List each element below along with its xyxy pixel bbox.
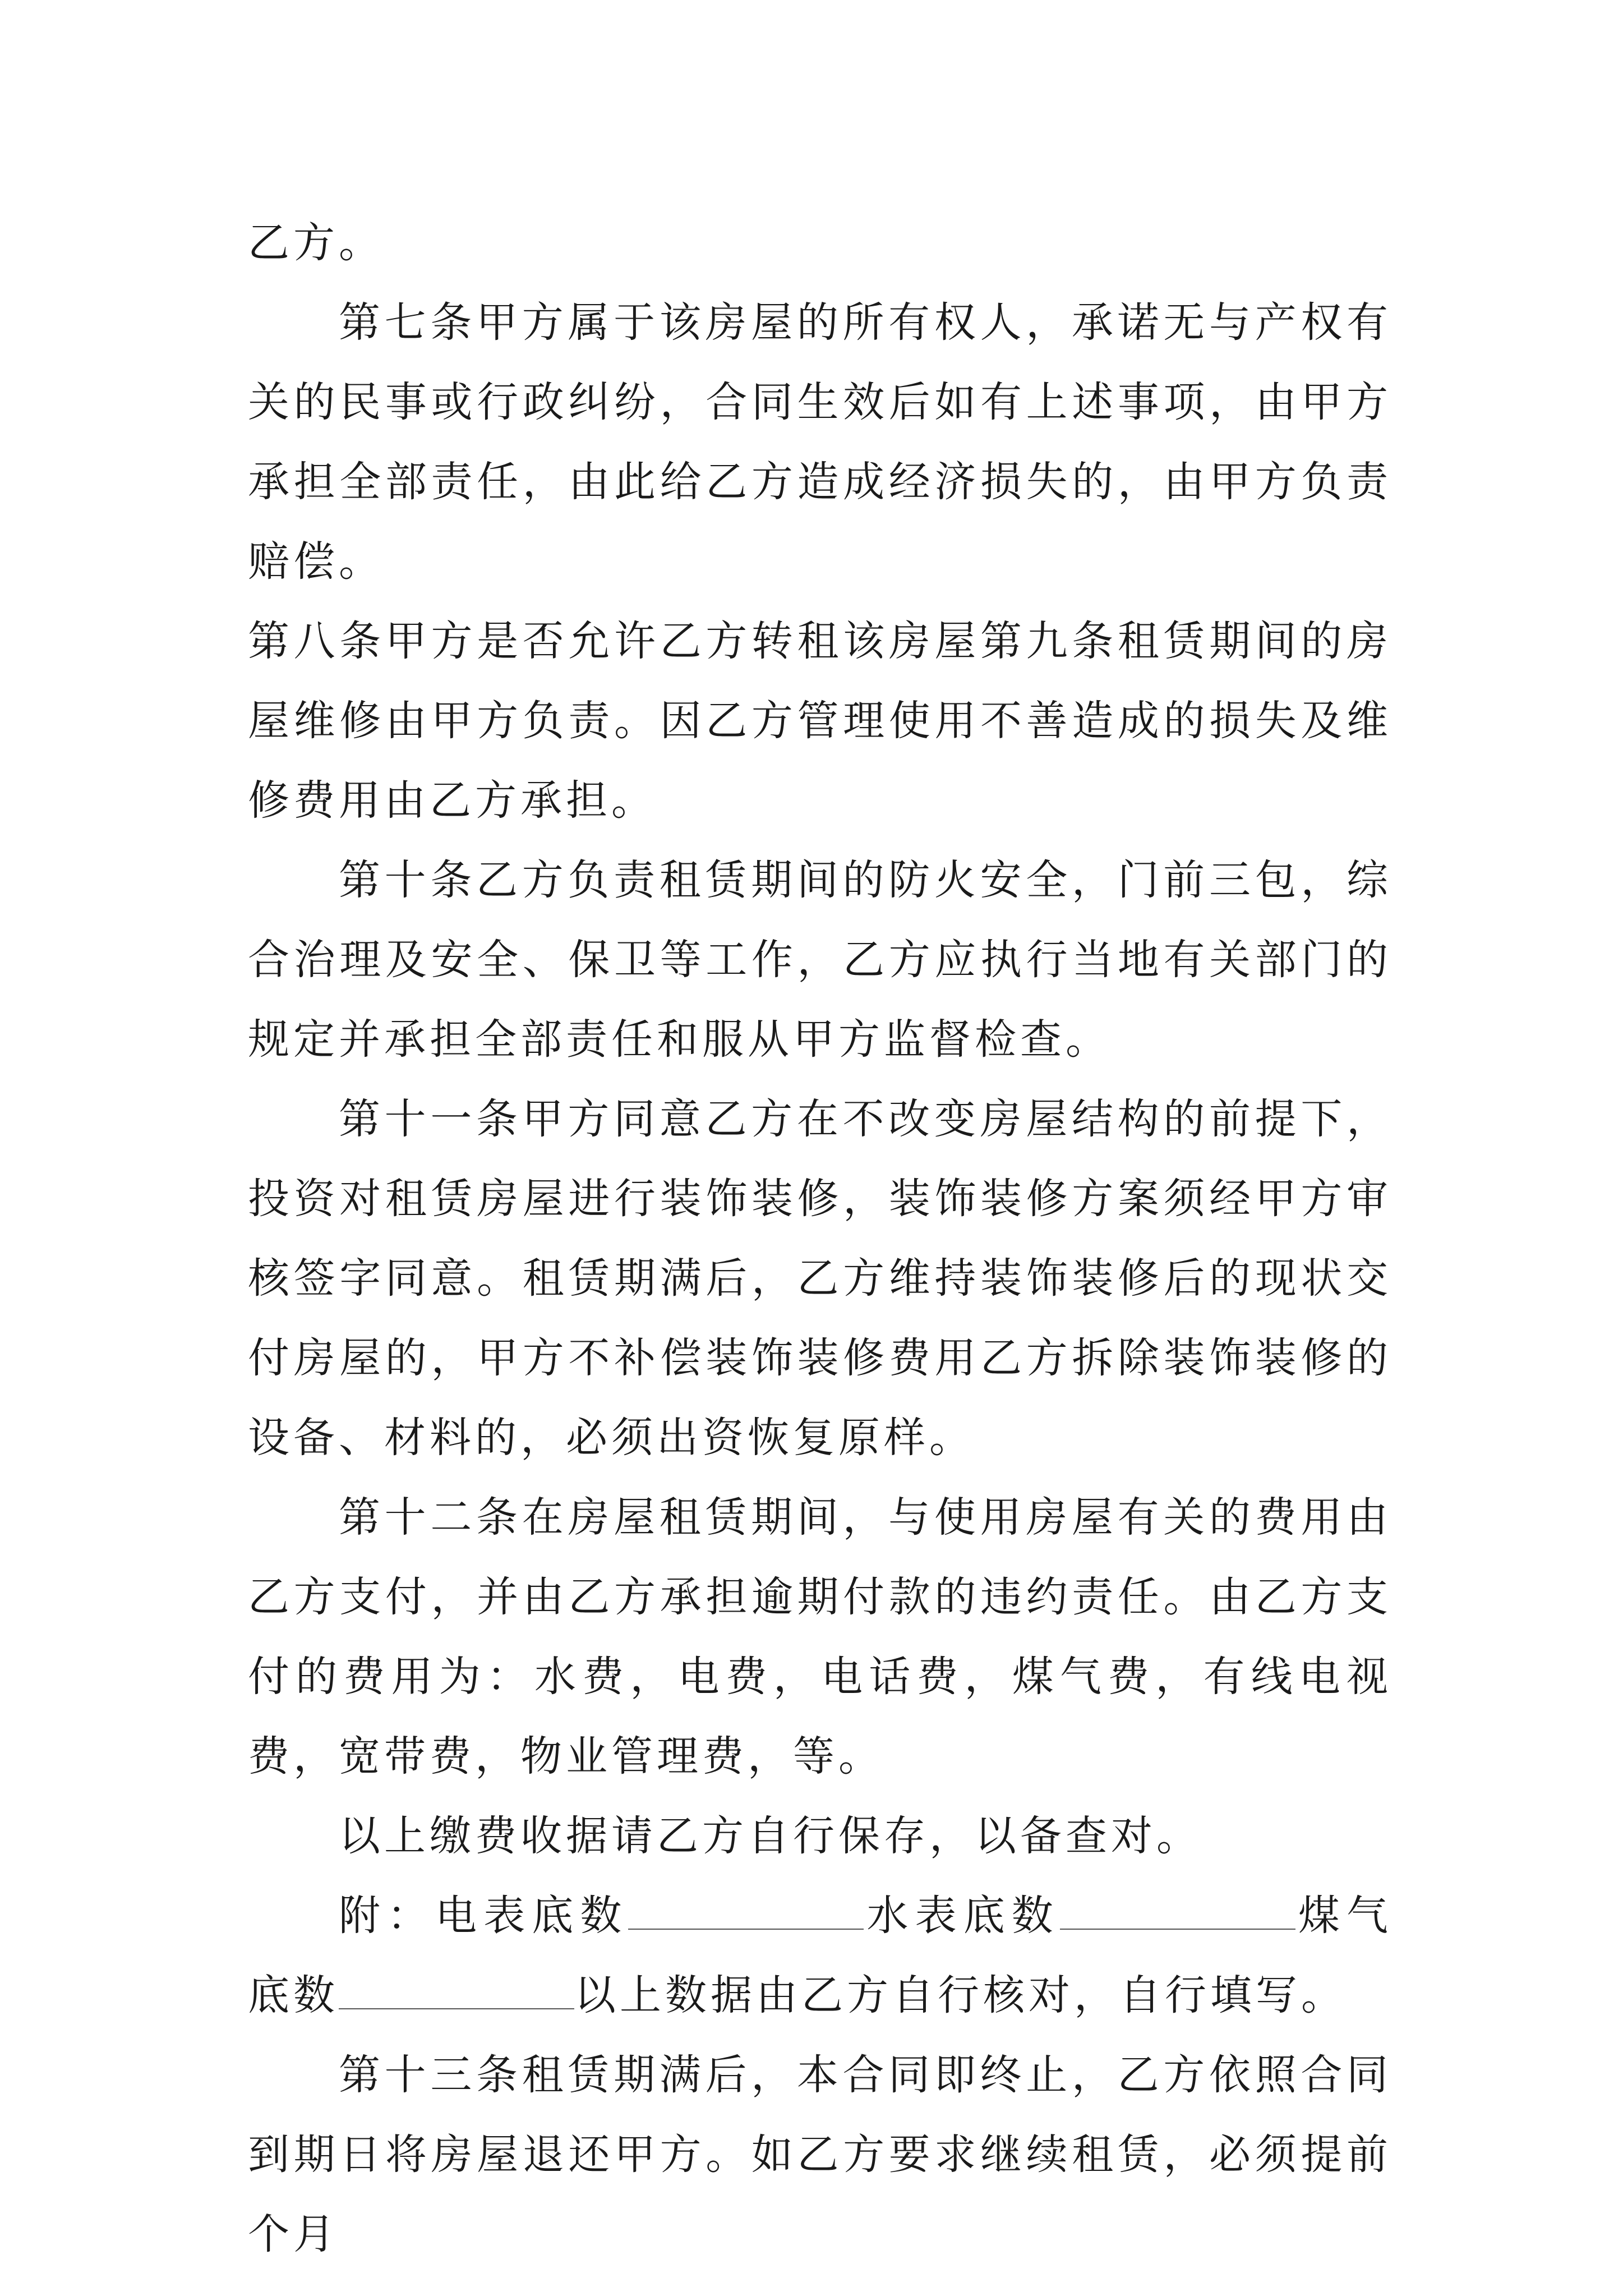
paragraph-continuation: 乙方。 bbox=[248, 219, 384, 267]
paragraph-article-7: 第七条甲方属于该房屋的所有权人，承诺无与产权有关的民事或行政纠纷，合同生效后如有上述事项，由甲方承担全部责任，由此给乙方造成经济损失的，由甲方负责赔偿。 bbox=[248, 298, 1392, 586]
paragraph-article-10: 第十条乙方负责租赁期间的防火安全，门前三包，综合治理及安全、保卫等工作，乙方应执行当地有关部门的规定并承担全部责任和服从甲方监督检查。 bbox=[248, 856, 1392, 1064]
paragraph-article-13: 第十三条租赁期满后，本合同即终止，乙方依照合同到期日将房屋退还甲方。如乙方要求继续租赁，必须提前个月 bbox=[248, 2051, 1392, 2258]
water-meter-label: 水表底数 bbox=[864, 1892, 1060, 1940]
electric-meter-label: 附：电表底数 bbox=[339, 1892, 629, 1940]
paragraph-article-11: 第十一条甲方同意乙方在不改变房屋结构的前提下，投资对租赁房屋进行装饰装修，装饰装修方案须经甲方审核签字同意。租赁期满后，乙方维持装饰装修后的现状交付房屋的，甲方不补偿装饰装修费用乙方拆除装饰装修的设备、材料的，必须出资恢复原样。 bbox=[248, 1095, 1392, 1462]
electric-meter-blank bbox=[628, 1895, 864, 1930]
paragraph-meter-readings bbox=[248, 1876, 1392, 2035]
meter-note: 以上数据由乙方自行核对，自行填写。 bbox=[574, 1971, 1347, 2019]
paragraph-article-12: 第十二条在房屋租赁期间，与使用房屋有关的费用由乙方支付，并由乙方承担逾期付款的违约责任。由乙方支付的费用为：水费，电费，电话费，煤气费，有线电视费，宽带费，物业管理费，等。 bbox=[248, 1493, 1392, 1780]
gas-meter-label: 煤气底数 bbox=[248, 1892, 1393, 2019]
document-body bbox=[248, 203, 1392, 2274]
paragraph-receipts-note: 以上缴费收据请乙方自行保存，以备查对。 bbox=[339, 1812, 1202, 1860]
water-meter-blank bbox=[1060, 1895, 1295, 1930]
paragraph-article-8-9: 第八条甲方是否允许乙方转租该房屋第九条租赁期间的房屋维修由甲方负责。因乙方管理使用不善造成的损失及维修费用由乙方承担。 bbox=[248, 617, 1392, 825]
gas-meter-blank bbox=[339, 1975, 574, 2009]
